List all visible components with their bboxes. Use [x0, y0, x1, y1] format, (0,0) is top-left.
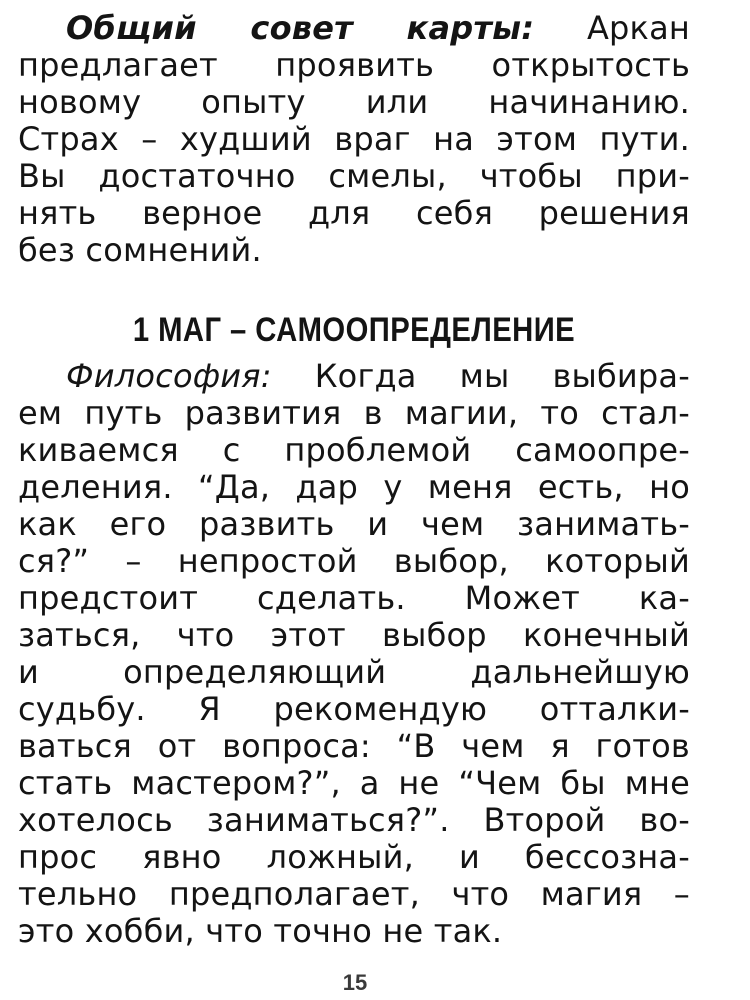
text-line: тельно предполагает, что магия – — [18, 875, 690, 913]
text-line: ся?” – непростой выбор, который — [18, 542, 690, 580]
text-line: это хобби, что точно не так. — [18, 912, 503, 950]
text-line: Вы достаточно смелы, чтобы при- — [18, 157, 690, 195]
text-line: предстоит сделать. Может ка- — [18, 579, 690, 617]
text-fragment: Когда мы выбира- — [271, 357, 690, 395]
text-line: Страх – худший враг на этом пути. — [18, 120, 690, 158]
section-lead-title: Общий совет карты: — [66, 9, 535, 47]
text-line: судьбу. Я рекомендую отталки- — [18, 690, 690, 728]
text-line: нять верное для себя решения — [18, 194, 690, 232]
text-line: предлагает проявить открытость — [18, 46, 690, 84]
text-line — [66, 356, 690, 396]
text-line: хотелось заниматься?”. Второй во- — [18, 801, 690, 839]
text-line: новому опыту или начинанию. — [18, 83, 690, 121]
text-line: киваемся с проблемой самоопре- — [18, 431, 690, 469]
text-line: деления. “Да, дар у меня есть, но — [18, 468, 690, 506]
text-line: как его развить и чем занимать- — [18, 505, 690, 543]
page-number: 15 — [342, 970, 368, 995]
text-line: прос явно ложный, и бессозна- — [18, 838, 690, 876]
text-line: и определяющий дальнейшую — [18, 653, 690, 691]
section-lead-title: Философия: — [66, 357, 272, 395]
text-line: заться, что этот выбор конечный — [18, 616, 690, 654]
text-line — [66, 8, 690, 48]
text-fragment: Аркан — [534, 9, 691, 47]
text-line: ем путь развития в магии, то стал- — [18, 394, 690, 432]
text-line: стать мастером?”, а не “Чем бы мне — [18, 764, 690, 802]
section-heading: 1 МАГ – САМООПРЕДЕЛЕНИЕ — [132, 311, 576, 349]
text-line: без сомнений. — [18, 231, 262, 269]
text-line: ваться от вопроса: “В чем я готов — [18, 727, 690, 765]
